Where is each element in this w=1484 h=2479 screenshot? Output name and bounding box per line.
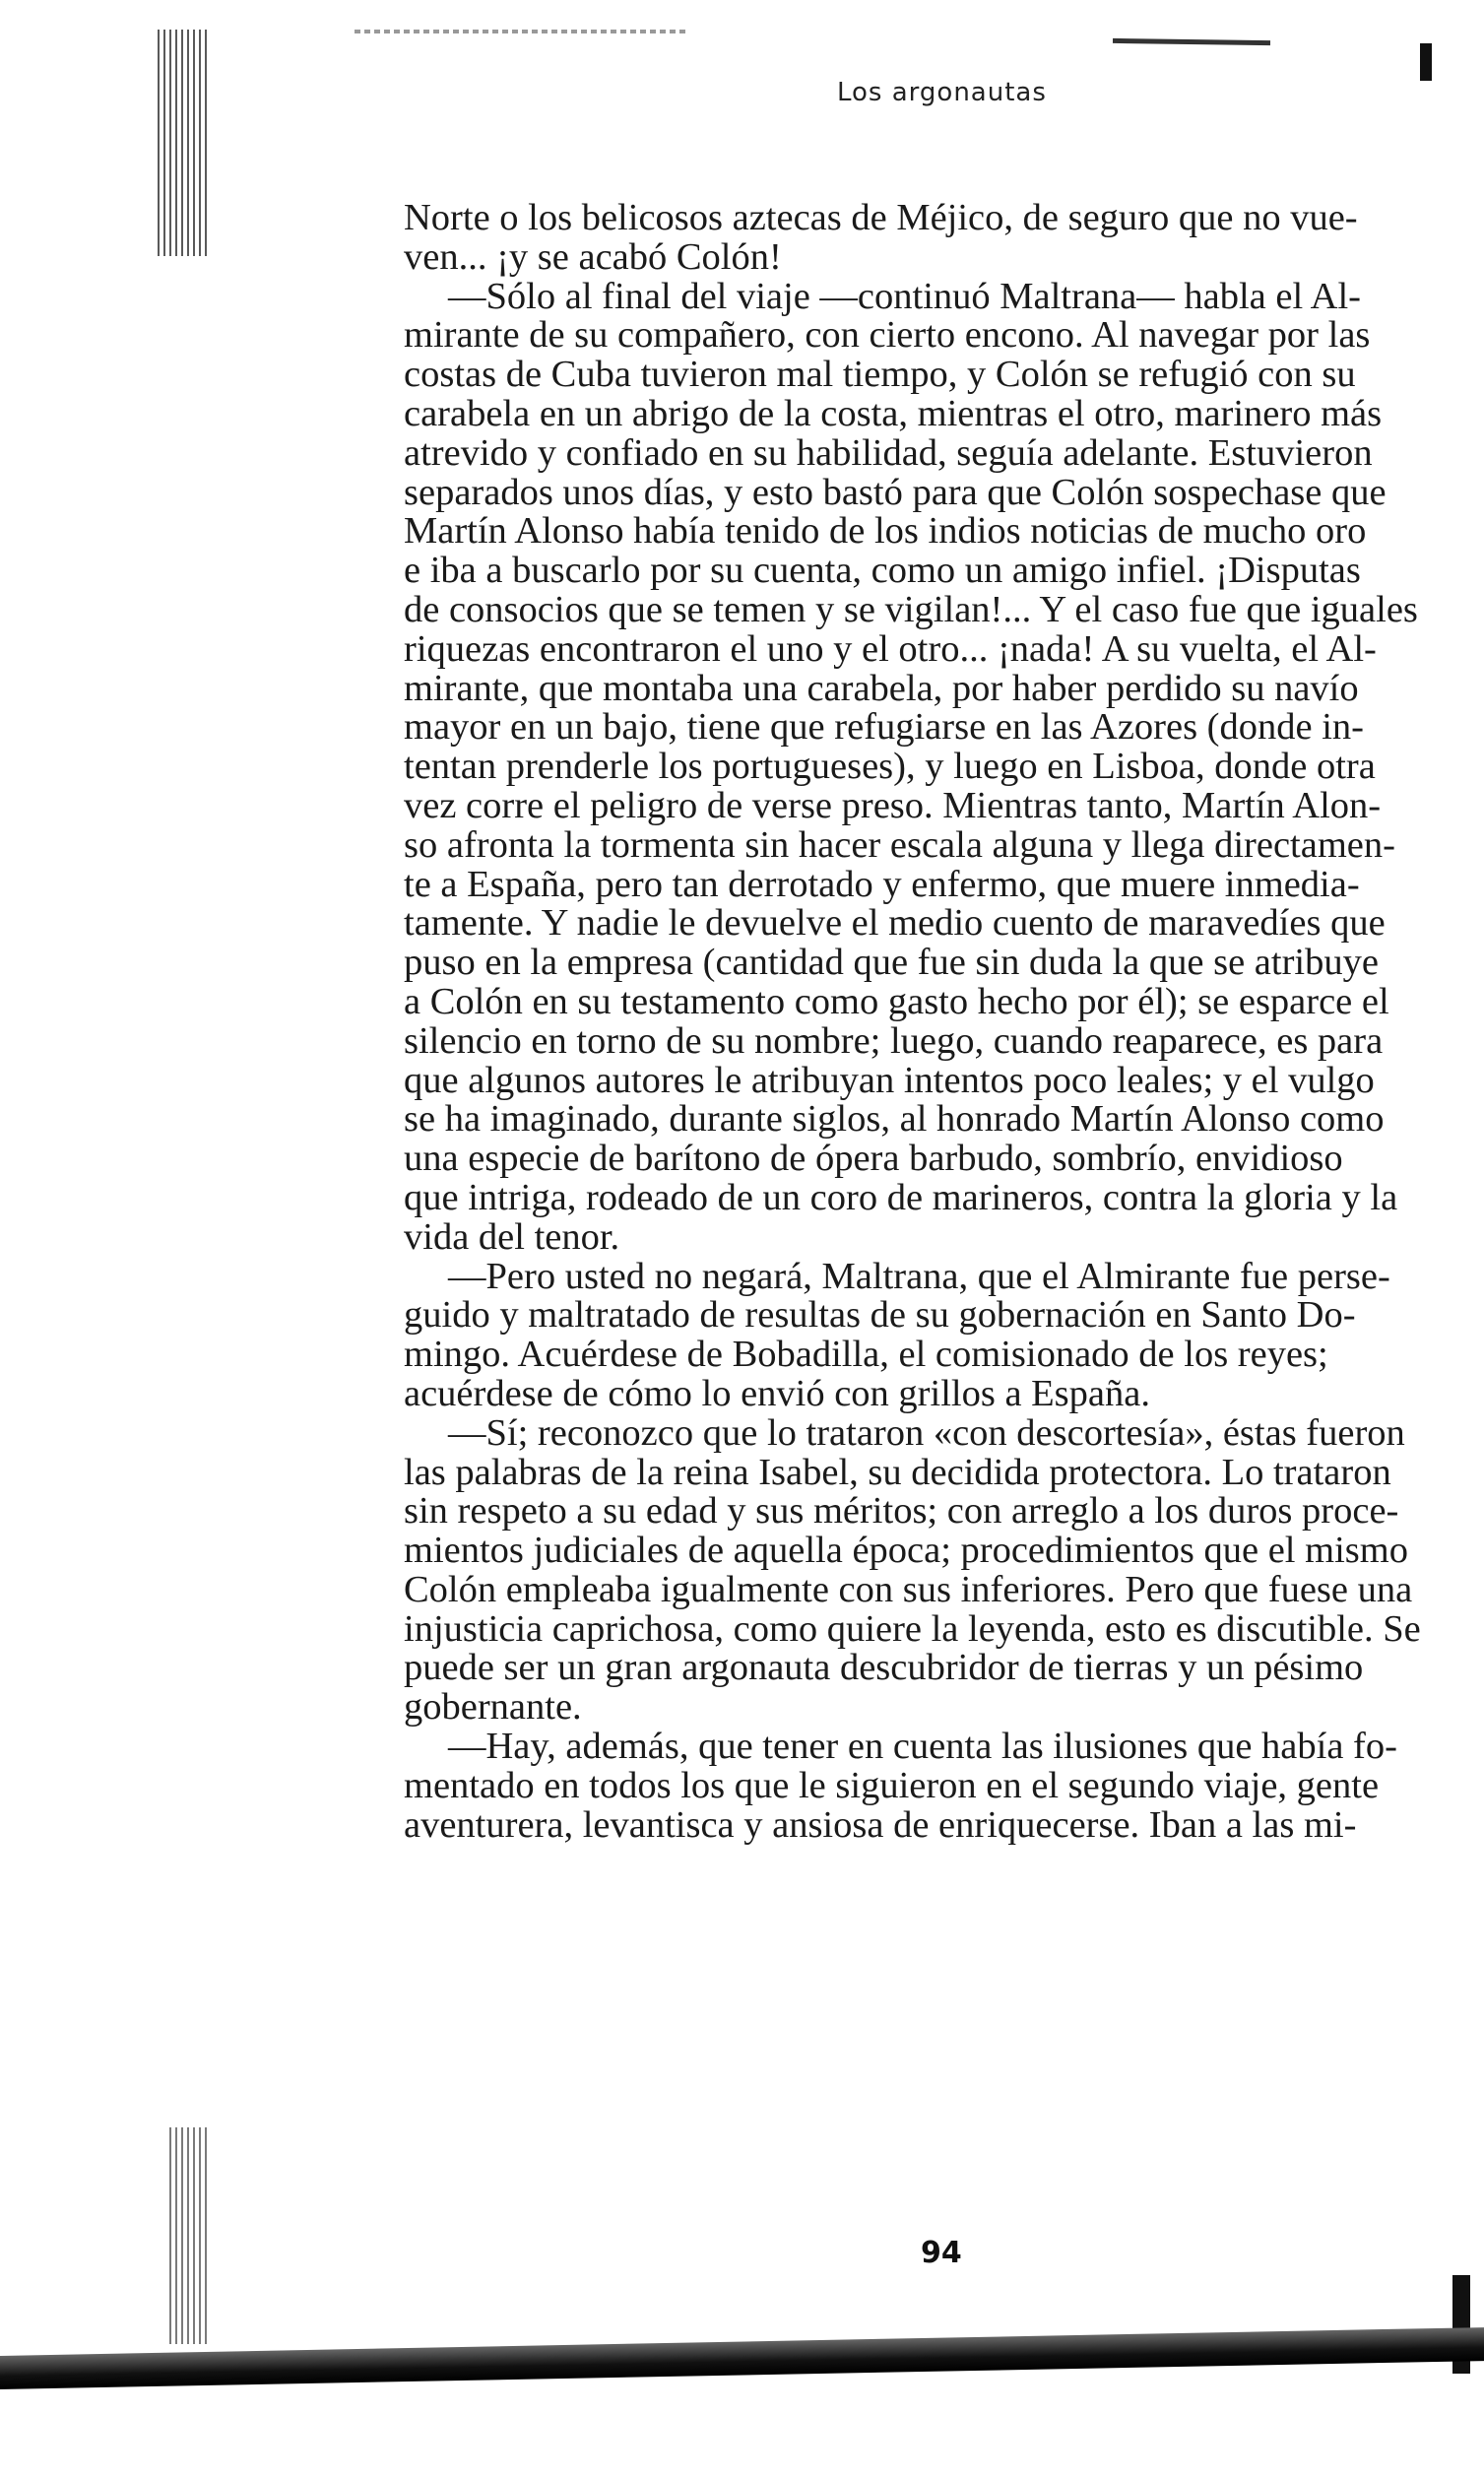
- running-head: Los argonautas: [837, 78, 1047, 107]
- binding-shadow-lower: [169, 2127, 209, 2344]
- text-line: mirante, que montaba una carabela, por haber perdido su navío: [404, 667, 1359, 709]
- text-line: puso en la empresa (cantidad que fue sin duda la que se atribuye: [404, 942, 1379, 984]
- text-line: separados unos días, y esto bastó para que Colón sospechase que: [404, 471, 1387, 513]
- text-line: de consocios que se temen y se vigilan!... Y el caso fue que iguales: [404, 588, 1418, 630]
- text-line: que intriga, rodeado de un coro de marineros, contra la gloria y la: [404, 1176, 1398, 1218]
- text-line: mirante de su compañero, con cierto encono. Al navegar por las: [404, 314, 1371, 357]
- text-line: gobernante.: [404, 1686, 582, 1729]
- text-line: riquezas encontraron el uno y el otro... ¡nada! A su vuelta, el Al-: [404, 627, 1377, 670]
- text-line: acuérdese de cómo lo envió con grillos a España.: [404, 1372, 1150, 1414]
- scan-artifact-top: [355, 30, 689, 33]
- scan-artifact-corner: [1420, 43, 1432, 81]
- text-line: —Hay, además, que tener en cuenta las ilusiones que había fo-: [448, 1726, 1397, 1768]
- text-line: tamente. Y nadie le devuelve el medio cuento de maravedíes que: [404, 902, 1386, 945]
- text-line: ven... ¡y se acabó Colón!: [404, 235, 782, 278]
- text-line: atrevido y confiado en su habilidad, seguía adelante. Estuvieron: [404, 431, 1373, 474]
- text-line: e iba a buscarlo por su cuenta, como un amigo infiel. ¡Disputas: [404, 550, 1361, 592]
- text-line: silencio en torno de su nombre; luego, cuando reaparece, es para: [404, 1019, 1384, 1062]
- text-line: guido y maltratado de resultas de su gobernación en Santo Do-: [404, 1294, 1356, 1337]
- text-line: te a España, pero tan derrotado y enfermo, que muere inmedia-: [404, 863, 1360, 905]
- text-line: injusticia caprichosa, como quiere la leyenda, esto es discutible. Se: [404, 1607, 1421, 1650]
- text-line: mayor en un bajo, tiene que refugiarse en las Azores (donde in-: [404, 706, 1364, 749]
- text-line: puede ser un gran argonauta descubridor de tierras y un pésimo: [404, 1647, 1364, 1689]
- text-line: vez corre el peligro de verse preso. Mientras tanto, Martín Alon-: [404, 784, 1382, 826]
- text-line: Norte o los belicosos aztecas de Méjico, de seguro que no vue-: [404, 197, 1358, 238]
- scan-artifact-top-right: [1113, 38, 1270, 45]
- text-line: mentado en todos los que le siguieron en el segundo viaje, gente: [404, 1764, 1380, 1806]
- text-line: —Sólo al final del viaje —continuó Maltrana— habla el Al-: [448, 275, 1361, 317]
- text-line: —Pero usted no negará, Maltrana, que el Almirante fue perse-: [448, 1255, 1390, 1297]
- text-line: a Colón en su testamento como gasto hecho por él); se esparce el: [404, 980, 1389, 1022]
- page-number: 94: [921, 2236, 962, 2270]
- page-bottom-shadow: [0, 2327, 1484, 2389]
- text-line: —Sí; reconozco que lo trataron «con descortesía», éstas fueron: [448, 1411, 1405, 1454]
- text-line: mientos judiciales de aquella época; procedimientos que el mismo: [404, 1530, 1408, 1572]
- text-line: Martín Alonso había tenido de los indios noticias de mucho oro: [404, 510, 1367, 553]
- text-line: que algunos autores le atribuyan intentos poco leales; y el vulgo: [404, 1059, 1375, 1101]
- text-line: aventurera, levantisca y ansiosa de enriquecerse. Iban a las mi-: [404, 1803, 1357, 1846]
- text-line: sin respeto a su edad y sus méritos; con arreglo a los duros proce-: [404, 1490, 1399, 1533]
- binding-shadow: [158, 30, 207, 256]
- text-line: tentan prenderle los portugueses), y luego en Lisboa, donde otra: [404, 746, 1376, 788]
- body-text: [404, 199, 1438, 1845]
- text-line: una especie de barítono de ópera barbudo, sombrío, envidioso: [404, 1138, 1343, 1180]
- text-line: so afronta la tormenta sin hacer escala alguna y llega directamen-: [404, 823, 1395, 866]
- text-line: carabela en un abrigo de la costa, mientras el otro, marinero más: [404, 392, 1383, 434]
- text-line: costas de Cuba tuvieron mal tiempo, y Colón se refugió con su: [404, 354, 1356, 396]
- text-line: se ha imaginado, durante siglos, al honrado Martín Alonso como: [404, 1098, 1385, 1141]
- text-line: las palabras de la reina Isabel, su decidida protectora. Lo trataron: [404, 1451, 1391, 1493]
- text-line: mingo. Acuérdese de Bobadilla, el comisionado de los reyes;: [404, 1334, 1328, 1376]
- text-line: vida del tenor.: [404, 1215, 620, 1258]
- text-line: Colón empleaba igualmente con sus inferiores. Pero que fuese una: [404, 1568, 1413, 1610]
